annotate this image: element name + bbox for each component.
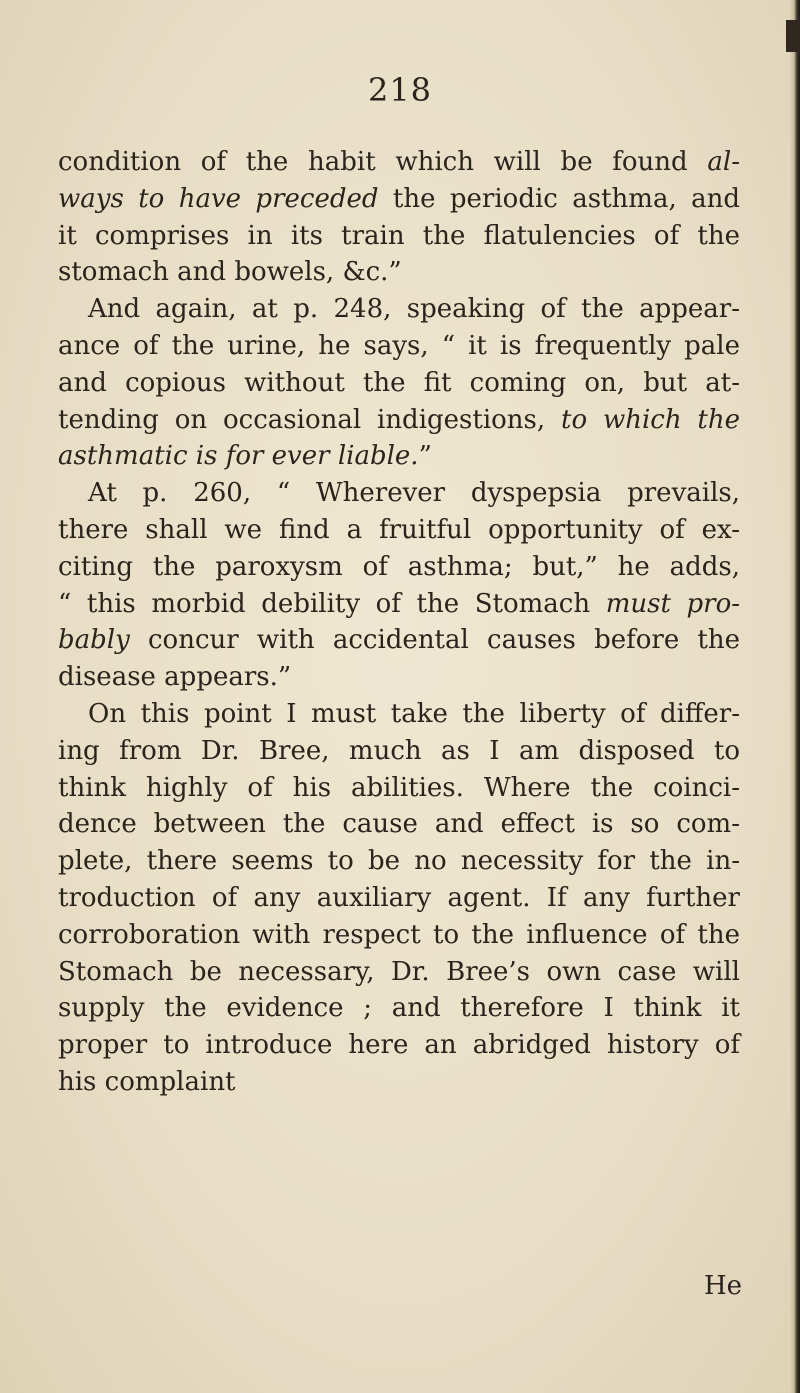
text-line: stomach and bowels, &c.”	[58, 257, 402, 288]
text-line: ing from Dr. Bree, much as I am disposed to	[58, 735, 740, 766]
text-line: ways to have preceded the periodic asthma, and	[58, 183, 741, 214]
body-text	[58, 144, 740, 1101]
text-line: On this point I must take the liberty of differ-	[88, 698, 740, 729]
text-line: and copious without the fit coming on, but at-	[58, 367, 740, 398]
page-edge-mark	[786, 20, 800, 52]
text-line: it comprises in its train the flatulencies of the	[58, 220, 740, 251]
text-line: plete, there seems to be no necessity for the in-	[58, 846, 740, 877]
text-line: his complaint	[58, 1066, 236, 1097]
text-line: And again, at p. 248, speaking of the appear-	[88, 294, 740, 325]
text-line: supply the evidence ; and therefore I think it	[58, 993, 740, 1024]
text-line: proper to introduce here an abridged history of	[58, 1030, 740, 1061]
text-line: “ this morbid debility of the Stomach must pro-	[58, 588, 741, 619]
text-line: citing the paroxysm of asthma; but,” he adds,	[58, 551, 740, 582]
text-line: think highly of his abilities. Where the coinci-	[58, 772, 740, 803]
text-line: troduction of any auxiliary agent. If any further	[58, 882, 740, 913]
text-line: disease appears.”	[58, 662, 292, 693]
text-line: Stomach be necessary, Dr. Bree’s own case will	[58, 956, 740, 987]
text-line: At p. 260, “ Wherever dyspepsia prevails,	[88, 478, 740, 509]
catchword: He	[703, 1271, 742, 1301]
page-number: 218	[367, 71, 433, 109]
page-edge-shadow	[790, 0, 800, 1393]
text-line: ance of the urine, he says, “ it is frequently pale	[58, 330, 740, 361]
text-line: dence between the cause and effect is so com-	[58, 809, 740, 840]
text-line: condition of the habit which will be found al-	[58, 147, 740, 177]
text-line: corroboration with respect to the influence of the	[58, 919, 740, 950]
text-line: bably concur with accidental causes before the	[58, 625, 740, 656]
text-line: there shall we find a fruitful opportunity of ex-	[58, 514, 740, 545]
text-line: tending on occasional indigestions, to which the	[58, 404, 740, 435]
text-line: asthmatic is for ever liable.”	[58, 441, 432, 472]
